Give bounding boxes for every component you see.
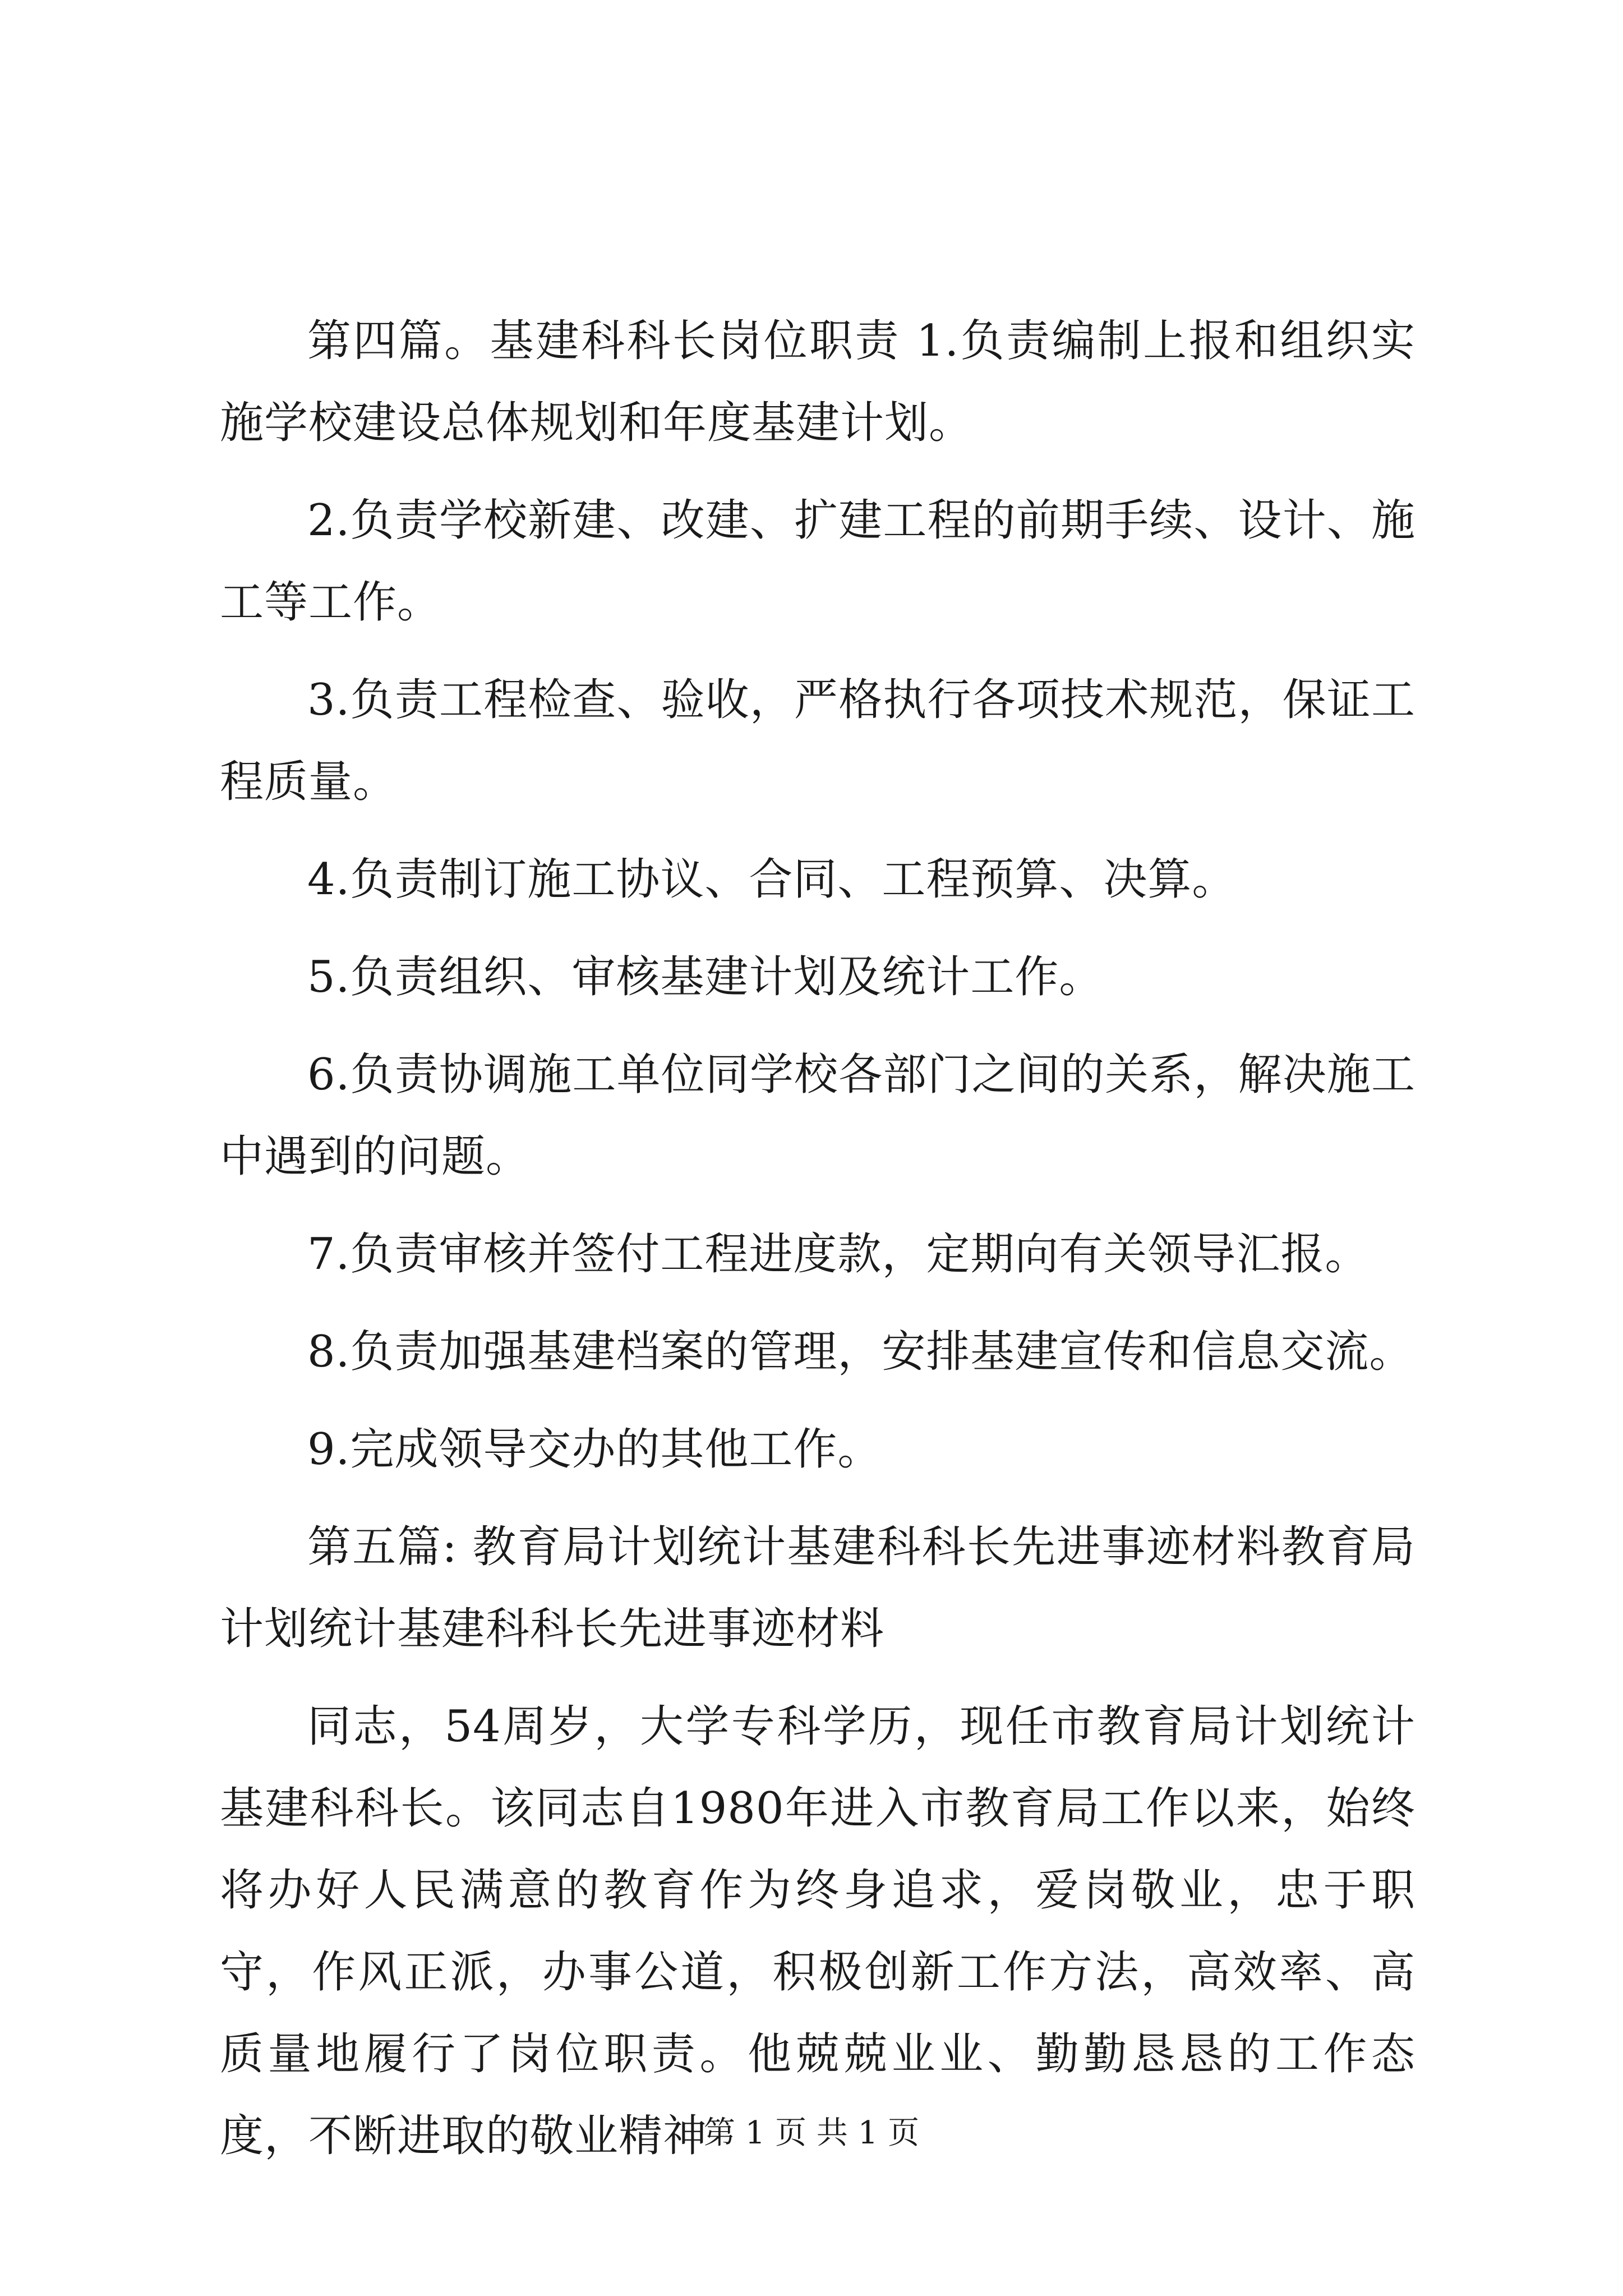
paragraph-duty-9: 9.完成领导交办的其他工作。 xyxy=(307,1424,882,1475)
paragraph-duty-7: 7.负责审核并签付工程进度款，定期向有关领导汇报。 xyxy=(307,1229,1370,1280)
page-footer: 第 1 页 共 1 页 xyxy=(703,2115,920,2151)
paragraph-section-4-heading: 第四篇。基建科科长岗位职责 1.负责编制上报和组织实施学校建设总体规划和年度基建计划。 xyxy=(220,316,1415,448)
paragraph-biography: 同志，54周岁，大学专科学历，现任市教育局计划统计基建科科长。该同志自1980年进入市教育局工作以来，始终将办好人民满意的教育作为终身追求，爱岗敬业，忠于职守，作风正派，办事公道，积极创新工作方法，高效率、高质量地履行了岗位职责。他兢兢业业、勤勤恳恳的工作态度，不断进取的敬业精神 xyxy=(220,1701,1415,2161)
document-body xyxy=(220,300,1415,2193)
paragraph-duty-2: 2.负责学校新建、改建、扩建工程的前期手续、设计、施工等工作。 xyxy=(220,495,1415,628)
paragraph-duty-3: 3.负责工程检查、验收，严格执行各项技术规范，保证工程质量。 xyxy=(220,675,1415,807)
paragraph-duty-8: 8.负责加强基建档案的管理，安排基建宣传和信息交流。 xyxy=(307,1327,1414,1377)
paragraph-duty-6: 6.负责协调施工单位同学校各部门之间的关系，解决施工中遇到的问题。 xyxy=(220,1050,1415,1182)
paragraph-section-5-heading: 第五篇: 教育局计划统计基建科科长先进事迹材料教育局计划统计基建科科长先进事迹材料 xyxy=(220,1522,1415,1654)
paragraph-duty-5: 5.负责组织、审核基建计划及统计工作。 xyxy=(307,952,1104,1002)
paragraph-duty-4: 4.负责制订施工协议、合同、工程预算、决算。 xyxy=(307,854,1237,905)
